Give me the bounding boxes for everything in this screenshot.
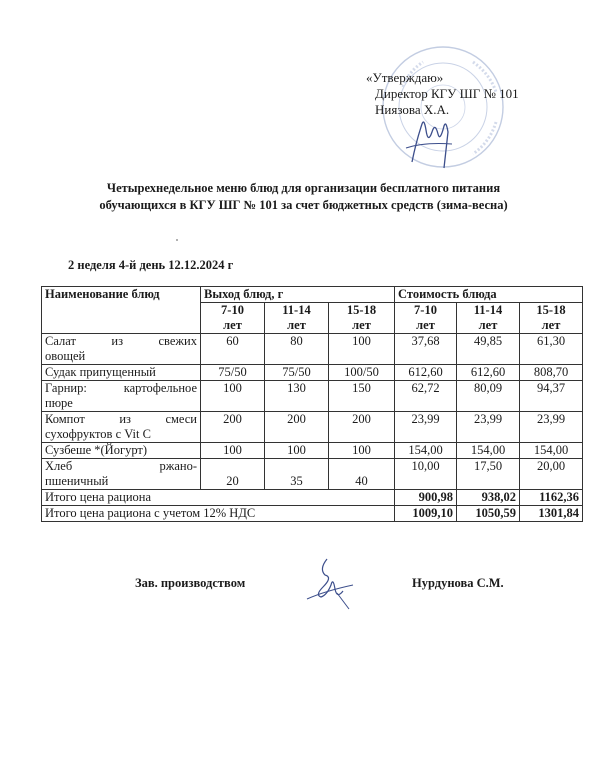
footer-name: Нурдунова С.М. [412,576,504,590]
table-row [42,365,583,381]
cost-cell: 23,99 [520,412,583,443]
output-cell: 60 [201,334,265,365]
total-vat-value: 1050,59 [457,506,520,522]
cost-cell: 94,37 [520,381,583,412]
document-title: Четырехнедельное меню блюд для организации бесплатного питания обучающихся в КГУ ШГ № 101 за счет бюджетных средств (зима-весна) [99,181,508,212]
total-value: 900,98 [395,490,457,506]
cost-cell: 612,60 [457,365,520,381]
total-value: 938,02 [457,490,520,506]
output-cell: 80 [265,334,329,365]
output-cell: 100 [201,381,265,412]
menu-table [41,286,583,522]
output-cell: 75/50 [265,365,329,381]
age-header: 7-10 лет [395,303,457,334]
table-row [42,412,583,443]
output-cell: 100/50 [329,365,395,381]
cost-cell: 80,09 [457,381,520,412]
approval-director: Директор КГУ ШГ № 101 [375,86,519,101]
total-row [42,490,583,506]
table-row [42,443,583,459]
table-row [42,334,583,365]
dish-name: Салат из свежих овощей [42,334,201,365]
output-cell: 200 [329,412,395,443]
cost-cell: 37,68 [395,334,457,365]
total-vat-value: 1301,84 [520,506,583,522]
cost-cell: 61,30 [520,334,583,365]
approval-director-name: Ниязова Х.А. [375,102,450,117]
manager-signature-icon [297,555,359,613]
table-header-row [42,287,583,303]
approval-block [366,70,519,118]
total-value: 1162,36 [520,490,583,506]
cost-cell: 154,00 [520,443,583,459]
output-cell: 100 [329,443,395,459]
total-vat-value: 1009,10 [395,506,457,522]
approval-heading: «Утверждаю» [366,70,444,85]
dish-name: Сузбеше *(Йогурт) [42,443,201,459]
cost-cell: 154,00 [395,443,457,459]
output-cell: 200 [201,412,265,443]
output-cell: 200 [265,412,329,443]
dish-name: Гарнир: картофельное пюре [42,381,201,412]
dish-name: Компот из смеси сухофруктов с Vit C [42,412,201,443]
header-name: Наименование блюд [42,287,201,334]
header-cost: Стоимость блюда [395,287,583,303]
output-cell: 75/50 [201,365,265,381]
output-cell: 150 [329,381,395,412]
cost-cell: 23,99 [395,412,457,443]
cost-cell: 154,00 [457,443,520,459]
output-cell: 130 [265,381,329,412]
cost-cell: 17,50 [457,459,520,490]
header-output: Выход блюд, г [201,287,395,303]
total-label: Итого цена рациона [42,490,395,506]
output-cell: 100 [201,443,265,459]
scan-speck [176,239,178,241]
age-header: 11-14 лет [457,303,520,334]
cost-cell: 62,72 [395,381,457,412]
age-header: 11-14 лет [265,303,329,334]
output-cell: 20 [201,459,265,490]
cost-cell: 49,85 [457,334,520,365]
footer-position: Зав. производством [135,576,246,590]
total-vat-label: Итого цена рациона с учетом 12% НДС [42,506,395,522]
dish-name: Хлеб ржано- пшеничный [42,459,201,490]
cost-cell: 10,00 [395,459,457,490]
age-header: 15-18 лет [520,303,583,334]
output-cell: 35 [265,459,329,490]
age-header: 15-18 лет [329,303,395,334]
total-vat-row [42,506,583,522]
cost-cell: 808,70 [520,365,583,381]
cost-cell: 612,60 [395,365,457,381]
cost-cell: 20,00 [520,459,583,490]
table-row [42,381,583,412]
output-cell: 100 [329,334,395,365]
output-cell: 100 [265,443,329,459]
cost-cell: 23,99 [457,412,520,443]
output-cell: 40 [329,459,395,490]
menu-day-label: 2 неделя 4-й день 12.12.2024 г [68,258,234,272]
age-header: 7-10 лет [201,303,265,334]
dish-name: Судак припущенный [42,365,201,381]
director-signature-icon [404,112,454,170]
table-row [42,459,583,490]
